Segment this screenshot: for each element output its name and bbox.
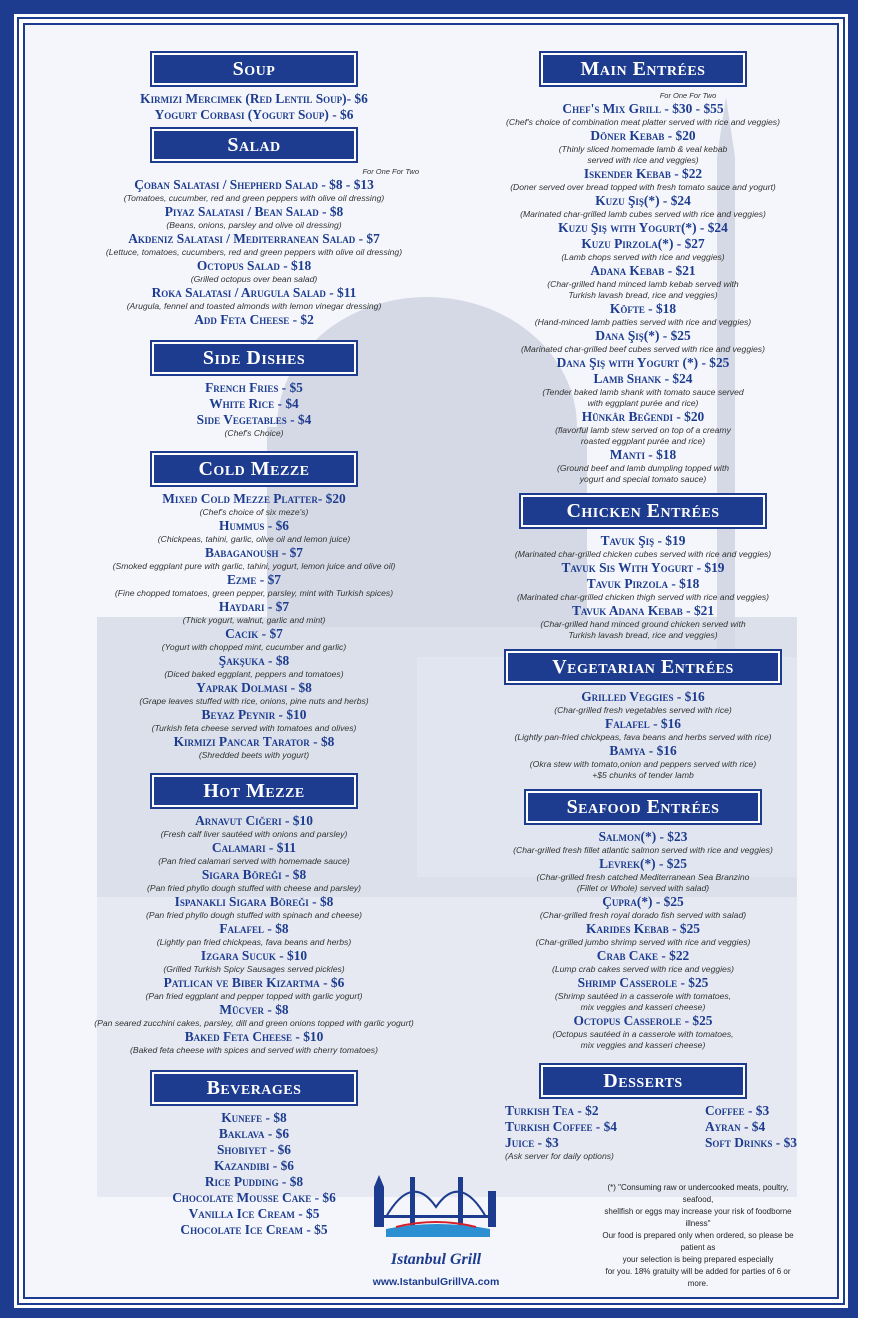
menu-item-name: Vanilla Ice Cream - $5: [188, 1206, 320, 1221]
menu-item-name: Shobiyet - $6: [216, 1142, 291, 1157]
menu-item-description: (Char-grilled fresh royal dorado fish served with salad): [539, 910, 747, 920]
menu-item-name: Tavuk Adana Kebab - $21: [571, 603, 715, 618]
menu-item-description: (Char-grilled jumbo shrimp served with rice and veggies): [535, 937, 751, 947]
seafood-entrees-list: [485, 829, 801, 1051]
menu-item-name: Dana Şiş(*) - $25: [595, 328, 691, 343]
menu-item-name: Ispanakli Sigara Böreği - $8: [174, 894, 334, 909]
menu-item-description: (Thinly sliced homemade lamb & veal kebab served with rice and veggies): [558, 144, 728, 165]
menu-item-name: Calamari - $11: [211, 840, 297, 855]
menu-item-description: (Marinated char-grilled lamb cubes served with rice and veggies): [520, 209, 766, 219]
menu-item-name: Sigara Böreği - $8: [201, 867, 307, 882]
desserts-heading: Desserts: [541, 1065, 745, 1097]
menu-item-description: (Char-grilled hand minced ground chicken served with Turkish lavash bread, rice and veggies): [540, 619, 746, 640]
menu-item-name: Tavuk Şiş - $19: [600, 533, 686, 548]
left-column: [89, 53, 419, 1238]
menu-item-description: (Arugula, fennel and toasted almonds with lemon vinegar dressing): [126, 301, 382, 311]
menu-item-name: Kirmizi Mercimek (Red Lentil Soup)- $6: [140, 91, 368, 106]
salad-list: [89, 177, 419, 328]
menu-item-description: (Octopus sautéed in a casserole with tomatoes, mix veggies and kasseri cheese): [552, 1029, 734, 1050]
menu-item-description: (Chef's Choice): [224, 428, 284, 438]
seafood-entrees-heading: Seafood Entrées: [526, 791, 760, 823]
menu-item-description: (Pan fried phyllo dough stuffed with cheese and parsley): [146, 883, 362, 893]
menu-item-description: (Hand-minced lamb patties served with rice and veggies): [534, 317, 752, 327]
menu-item-name: Adana Kebab - $21: [590, 263, 696, 278]
menu-item-description: (Chickpeas, tahini, garlic, olive oil and lemon juice): [157, 534, 351, 544]
salad-portion-header: For One For Two: [362, 167, 419, 176]
menu-item-description: (Grilled Turkish Spicy Sausages served pickles): [163, 964, 345, 974]
menu-item-name: White Rice - $4: [209, 396, 299, 411]
menu-item-description: (Doner served over bread topped with fresh tomato sauce and yogurt): [510, 182, 776, 192]
desserts-right-column: [705, 1103, 797, 1162]
menu-item-name: Beyaz Peynir - $10: [201, 707, 307, 722]
chicken-entrees-list: [485, 533, 801, 641]
dessert-item: Juice - $3: [505, 1135, 559, 1150]
menu-item-name: Chef's Mix Grill - $30 - $55: [562, 101, 724, 116]
menu-item-name: Bamya - $16: [609, 743, 677, 758]
desserts-list: [485, 1103, 801, 1162]
menu-item-description: (Baked feta cheese with spices and served with cherry tomatoes): [130, 1045, 378, 1055]
menu-item-description: (Lump crab cakes served with rice and veggies): [552, 964, 734, 974]
menu-item-name: Karides Kebab - $25: [586, 921, 700, 936]
menu-item-name: Kazandibi - $6: [214, 1158, 294, 1173]
menu-item-name: Chocolate Mousse Cake - $6: [172, 1190, 336, 1205]
menu-item-description: (Marinated char-grilled chicken thigh served with rice and veggies): [516, 592, 770, 602]
menu-item-name: Hünkâr Beğendi - $20: [581, 409, 705, 424]
main-entrees-list: [485, 101, 801, 485]
menu-item-description: (Thick yogurt, walnut, garlic and mint): [182, 615, 326, 625]
menu-item-name: Haydari - $7: [218, 599, 290, 614]
menu-item-name: Octopus Casserole - $25: [573, 1013, 713, 1028]
menu-item-name: Köfte - $18: [609, 301, 677, 316]
menu-item-name: Tavuk Pirzola - $18: [586, 576, 700, 591]
menu-item-description: (Pan seared zucchini cakes, parsley, dill and green onions topped with garlic yogurt): [94, 1018, 414, 1028]
menu-item-description: (Turkish feta cheese served with tomatoes and olives): [151, 723, 357, 733]
dessert-item: Coffee - $3: [704, 1103, 770, 1118]
main-entrees-heading: Main Entrées: [541, 53, 745, 85]
vegetarian-entrees-heading: Vegetarian Entrées: [506, 651, 780, 683]
dessert-item: Turkish Tea - $2: [505, 1103, 599, 1118]
bridge-logo-icon: [366, 1167, 506, 1247]
menu-item-name: Salmon(*) - $23: [598, 829, 688, 844]
menu-item-name: Roka Salatasi / Arugula Salad - $11: [151, 285, 357, 300]
menu-item-name: Yogurt Corbasi (Yogurt Soup) - $6: [154, 107, 354, 122]
menu-item-name: Ezme - $7: [227, 572, 281, 587]
menu-item-name: Döner Kebab - $20: [590, 128, 696, 143]
menu-item-name: Add Feta Cheese - $2: [194, 312, 314, 327]
menu-item-name: Dana Şiş with Yogurt (*) - $25: [556, 355, 730, 370]
menu-item-description: (Char-grilled hand minced lamb kebab served with Turkish lavash bread, rice and veggies): [547, 279, 739, 300]
menu-item-name: Kunefe - $8: [221, 1110, 287, 1125]
menu-item-description: (Chef's choice of six meze's): [199, 507, 309, 517]
menu-item-description: (Marinated char-grilled chicken cubes served with rice and veggies): [514, 549, 772, 559]
menu-item-name: Akdeniz Salatasi / Mediterranean Salad - $7: [128, 231, 380, 246]
menu-item-name: Çupra(*) - $25: [602, 894, 684, 909]
side-dishes-list: [89, 380, 419, 439]
menu-item-description: (Char-grilled fresh vegetables served with rice): [554, 705, 732, 715]
beverages-heading: Beverages: [152, 1072, 356, 1104]
desserts-left-column: [505, 1103, 617, 1162]
menu-item-description: (Chef's choice of combination meat platter served with rice and veggies): [506, 117, 780, 127]
hot-mezze-heading: Hot Mezze: [152, 775, 356, 807]
main-portion-header: For One For Two: [659, 91, 717, 100]
menu-item-name: Kuzu Şiş with Yogurt(*) - $24: [558, 220, 728, 235]
menu-item-description: (Fine chopped tomatoes, green pepper, parsley, mint with Turkish spices): [114, 588, 394, 598]
menu-item-name: Yaprak Dolmasi - $8: [196, 680, 312, 695]
food-safety-notice: (*) "Consuming raw or undercooked meats, poultry, seafood, shellfish or eggs may increase your risk of foodborne illness" Our food is prepared only when ordered, so please be patient as your selection is being prepared especially for you. 18% gratuity will be added for parties of 6 or more.: [602, 1183, 794, 1288]
menu-item-description: (Char-grilled fresh fillet atlantic salmon served with rice and veggies): [513, 845, 773, 855]
menu-item-name: Falafel - $8: [219, 921, 289, 936]
menu-item-name: Levrek(*) - $25: [599, 856, 687, 871]
menu-item-name: Iskender Kebab - $22: [583, 166, 703, 181]
menu-item-description: (Pan fried calamari served with homemade sauce): [158, 856, 350, 866]
menu-item-description: (Shrimp sautéed in a casserole with tomatoes, mix veggies and kasseri cheese): [554, 991, 732, 1012]
menu-item-name: Arnavut Ciğeri - $10: [195, 813, 313, 828]
menu-item-name: French Fries - $5: [205, 380, 303, 395]
menu-item-name: Kirmizi Pancar Tarator - $8: [173, 734, 335, 749]
menu-item-description: (Lamb chops served with rice and veggies): [561, 252, 725, 262]
menu-frame: [14, 14, 848, 1308]
menu-item-description: (Yogurt with chopped mint, cucumber and garlic): [161, 642, 347, 652]
hot-mezze-list: [89, 813, 419, 1056]
menu-item-name: Baked Feta Cheese - $10: [184, 1029, 324, 1044]
cold-mezze-list: [89, 491, 419, 761]
menu-item-description: (flavorful lamb stew served on top of a creamy roasted eggplant purée and rice): [555, 425, 731, 446]
menu-item-description: (Grape leaves stuffed with rice, onions, pine nuts and herbs): [139, 696, 369, 706]
side-dishes-heading: Side Dishes: [152, 342, 356, 374]
menu-item-name: Kuzu Şiş(*) - $24: [595, 193, 691, 208]
menu-item-name: Şakşuka - $8: [218, 653, 290, 668]
menu-item-description: (Shredded beets with yogurt): [198, 750, 310, 760]
menu-item-description: (Lightly pan-fried chickpeas, fava beans and herbs served with rice): [514, 732, 772, 742]
menu-item-description: (Ground beef and lamb dumpling topped with yogurt and special tomato sauce): [557, 463, 729, 484]
dessert-item: Ayran - $4: [704, 1119, 766, 1134]
brand-name: Istanbul Grill: [390, 1251, 482, 1268]
menu-item-description: (Char-grilled fresh catched Mediterranean Sea Branzino (Fillet or Whole) served with salad): [536, 872, 750, 893]
menu-item-name: Shrimp Casserole - $25: [577, 975, 709, 990]
menu-item-description: (Marinated char-grilled beef cubes served with rice and veggies): [521, 344, 765, 354]
juice-note: (Ask server for daily options): [505, 1151, 614, 1161]
menu-item-name: Mücver - $8: [219, 1002, 289, 1017]
menu-item-name: Rice Pudding - $8: [204, 1174, 304, 1189]
menu-item-name: Kuzu Pirzola(*) - $27: [581, 236, 705, 251]
menu-item-description: (Tomatoes, cucumber, red and green peppers with olive oil dressing): [123, 193, 385, 203]
chicken-entrees-heading: Chicken Entrées: [521, 495, 765, 527]
menu-item-name: Chocolate Ice Cream - $5: [180, 1222, 328, 1237]
menu-item-description: (Lettuce, tomatoes, cucumbers, red and green peppers with olive oil dressing): [105, 247, 403, 257]
menu-item-description: (Smoked eggplant pure with garlic, tahini, yogurt, lemon juice and olive oil): [112, 561, 396, 571]
menu-item-name: Falafel - $16: [605, 716, 681, 731]
soup-heading: Soup: [152, 53, 356, 85]
vegetarian-entrees-list: [485, 689, 801, 781]
menu-item-name: Tavuk Sis With Yogurt - $19: [561, 560, 725, 575]
soup-list: [89, 91, 419, 123]
menu-item-name: Babaganoush - $7: [205, 545, 303, 560]
logo: [361, 1167, 511, 1287]
menu-item-description: (Fresh calf liver sautéed with onions and parsley): [160, 829, 348, 839]
menu-item-description: (Grilled octopus over bean salad): [190, 274, 318, 284]
menu-item-name: Crab Cake - $22: [596, 948, 690, 963]
menu-item-name: Mixed Cold Mezze Platter- $20: [162, 491, 346, 506]
menu-item-description: (Beans, onions, parsley and olive oil dressing): [166, 220, 342, 230]
menu-item-description: (Diced baked eggplant, peppers and tomatoes): [164, 669, 344, 679]
menu-item-name: Hummus - $6: [219, 518, 289, 533]
menu-item-name: Patlican ve Biber Kizartma - $6: [163, 975, 345, 990]
menu-item-description: (Tender baked lamb shank with tomato sauce served with eggplant purée and rice): [542, 387, 744, 408]
menu-item-name: Baklava - $6: [218, 1126, 290, 1141]
menu-item-name: Side Vegetables - $4: [196, 412, 312, 427]
menu-item-name: Cacik - $7: [225, 626, 283, 641]
menu-item-name: Grilled Veggies - $16: [581, 689, 705, 704]
menu-item-description: (Lightly pan fried chickpeas, fava beans and herbs): [156, 937, 352, 947]
right-column: [485, 53, 801, 1290]
menu-item-description: (Pan fried phyllo dough stuffed with spinach and cheese): [146, 910, 362, 920]
menu-item-name: Çoban Salatasi / Shepherd Salad - $8 - $13: [134, 177, 374, 192]
menu-item-description: (Okra stew with tomato,onion and peppers served with rice) +$5 chunks of tender lamb: [529, 759, 757, 780]
cold-mezze-heading: Cold Mezze: [152, 453, 356, 485]
dessert-item: Turkish Coffee - $4: [505, 1119, 618, 1134]
menu-item-description: (Pan fried eggplant and pepper topped with garlic yogurt): [145, 991, 363, 1001]
menu-item-name: Octopus Salad - $18: [196, 258, 312, 273]
menu-item-name: Piyaz Salatasi / Bean Salad - $8: [164, 204, 344, 219]
menu-item-name: Lamb Shank - $24: [593, 371, 693, 386]
dessert-item: Soft Drinks - $3: [704, 1135, 797, 1150]
website-link[interactable]: www.IstanbulGrillVA.com: [372, 1276, 500, 1288]
menu-item-name: Izgara Sucuk - $10: [200, 948, 308, 963]
salad-heading: Salad: [152, 129, 356, 161]
menu-item-name: Manti - $18: [609, 447, 677, 462]
